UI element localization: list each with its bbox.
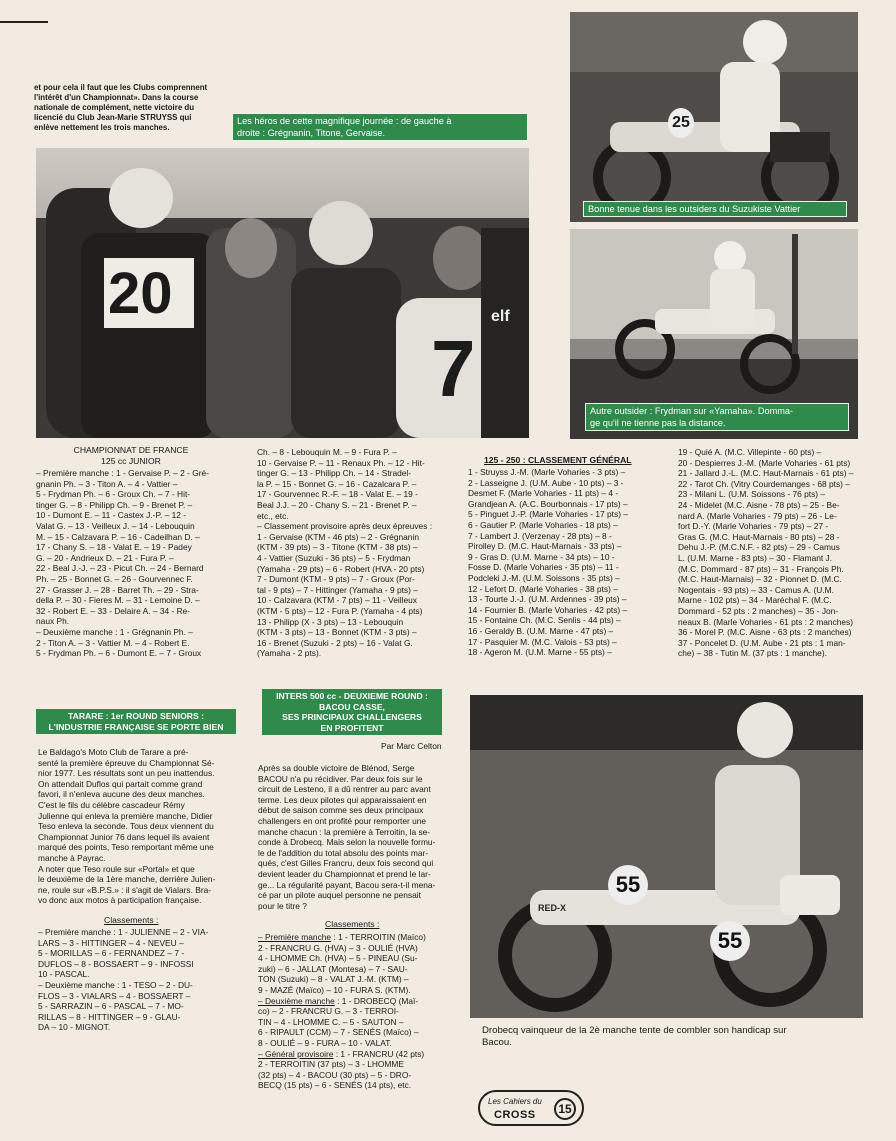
logo-line2: CROSS [494,1109,536,1121]
rider-number-20: 20 [108,261,173,326]
redex-sticker: RED-X [538,903,567,913]
championnat-heading: CHAMPIONNAT DE FRANCE 125 cc JUNIOR [73,445,189,466]
classement-col1: 1 - Struyss J.-M. (Marle Voharies - 3 pts) – 2 - Lasseigne J. (U.M. Aube - 10 pts) – 3 - Desmet F. (Marle Voharies - 11 pts) – 4 - Grandjean A. (A.C. Bourbonnais - 17 pts) – 5 - Pinguet J.-P. (Marle Voharies - 17 pts) – 6 - Gautier P. (Marle Voharies - 18 pts) – 7 - Lambert J. (Verzenay - 28 pts) – 8 - Pirolley D. (M.C. Haut-Marnais - 33 pts) – 9 - Gras D. (U.M. Marne - 34 pts) – 10 - Fosse D. (Marle Voharies - 35 pts) – 11 - Podcleki J.-M. (U.M. Soissons - 35 pts) – 12 - Lefort D. (Marle Voharies - 38 pts) – 13 - Tourte J.-J. (U.M. Ardennes - 39 pts) – 14 - Fournier B. (Marle Voharies - 42 pts) – 15 - Fontaine Ch. (M.C. Senlis - 44 pts) – 16 - Geraldy B. (U.M. Marne - 47 pts) – 17 - Pasquier M. (M.C. Valois - 53 pts) – 18 - Ageron M. (U.M. Marne - 55 pts) – [468,467,628,658]
photo-drobecq [470,695,863,1018]
top-rule [0,21,48,23]
inters-classements-label: Classements : [325,919,380,929]
caption-frydman: Autre outsider : Frydman sur «Yamaha». Domma- ge qu'il ne tienne pas la distance. [585,403,849,431]
tarare-results: – Première manche : 1 - JULIENNE – 2 - VIA- LARS – 3 - HITTINGER – 4 - NEVEU – 5 - MORILLAS – 6 - FERNANDEZ – 7 - DUFLOS – 8 - BOSSAERT – 9 - INFOSSI 10 - PASCAL. – Deuxième manche : 1 - TESO – 2 - DU- FLOS – 3 - VIALARS – 4 - BOSSAERT – 5 - SARRAZIN – 6 - PASCAL – 7 - MO- RILLAS – 8 - HITTINGER – 9 - GLAU- DA – 10 - MIGNOT. [38,927,209,1033]
inters-author: Par Marc Celton [381,741,442,751]
caption-heroes: Les héros de cette magnifique journée : de gauche à droite : Grégnanin, Titone, Gervaise. [232,113,528,141]
intro-paragraph: et pour cela il faut que les Clubs comprennent l'intérêt d'un Championnat». Dans la course nationale de complément, nette victoire du licencié du Club Jean-Marie STRUYSS qui enlève nettement les trois manches. [34,83,208,132]
inters-body: Après sa double victoire de Blénod, Serge BACOU n'a pu récidiver. Par deux fois sur le circuit de Lesteno, il a dû rentrer au parc avant terme. Les deux pilotes qui apparaissaient en début de saison comme ses deux principaux challengers en ont profité pour remporter une manche chacun : la première à Terroitin, la se- conde à Drobecq. Mais selon la nouvelle formu- le de l'addition du total absolu des points mar- qués, c'est Gilles Francru, deux fois second qui devient leader du Championnat et prend le lar- ge... La régularité payant, Bacou sera-t-il mena- cé par un pilote auquel personne ne pensait pour le titre ? [258,763,436,911]
page-number: 15 [554,1098,576,1120]
inters-m2: : 1 - DROBECQ (Maï- co) – 2 - FRANCRU G. – 3 - TERROI- TIN – 4 - LHOMME C. – 5 - SAUTON – 6 - RIPAULT (CCM) – 7 - SENÉS (Maïco) – 8 - OULIÉ – 9 - FURA – 10 - VALAT. [258,995,419,1048]
inters-gen-label: – Général provisoire [258,1048,334,1059]
logo-line1: Les Cahiers du [488,1097,542,1106]
tarare-classements-label: Classements : [104,915,159,925]
magazine-logo [478,1090,584,1126]
caption-suzuki: Bonne tenue dans les outsiders du Suzukiste Vattier [583,201,847,217]
photo-podium [36,148,529,438]
inters-m1: : 1 - TERROITIN (Maïco) 2 - FRANCRU G. (HVA) – 3 - OULIÉ (HVA) 4 - LHOMME Ch. (HVA) – 5 - PINEAU (Su- zuki) – 6 - JALLAT (Montesa) – 7 - SAU- TON (Suzuki) – 8 - VALAT J.-M. (KTM) – 9 - MAZÉ (Maïco) – 10 - FURA S. (KTM). [258,932,426,995]
tarare-body: Le Baldago's Moto Club de Tarare a pré- senté la première épreuve du Championnat Sé- nior 1977. Les résultats sont un peu inattendus. On attendait Duflos qui partait comme grand favori, il n'enleva aucune des deux manches. C'est le fils du célèbre cascadeur Rémy Julienne qui enleva la première manche, Didier Teso enleva la seconde. Tous deux viennent du Championnat Junior 76 dans lequel ils avaient marqué des points, Teso remportant même une manche à Payrac. A noter que Teso roule sur «Portal» et que le deuxième de la 1ère manche, derrière Julien- ne, roule sur «B.P.S.» : il s'agit de Vialars. Bra- vo donc aux motos à participation française. [38,747,216,906]
championnat-col1: – Première manche : 1 - Gervaise P. – 2 - Gré- gnanin Ph. – 3 - Titon A. – 4 - Vattier – 5 - Frydman Ph. – 6 - Groux Ch. – 7 - Hit- tinger G. – 8 - Philipp Ch. – 9 - Brenet P. – 10 - Dumont E. – 11 - Castex J.-P. – 12 - Valat G. – 13 - Veilleux J. – 14 - Lebouquin M. – 15 - Calzavara P. – 16 - Cadeilhan D. – 17 - Chany S. – 18 - Valat E. – 19 - Padey G. – 20 - Andrieux D. – 21 - Fura P. – 22 - Beal J.-J. – 23 - Picut Ch. – 24 - Bernard Ph. – 25 - Bonnet G. – 26 - Gourvennec F. 27 - Grasser J. – 28 - Barret Th. – 29 - Stra- della P. – 30 - Fieres M. – 31 - Lemoine D. – 32 - Robert E. – 33 - Delaire A. – 34 - Re- naux Ph. – Deuxième manche : 1 - Grégnanin Ph. – 2 - Titon A. – 3 - Vattier M. – 4 - Robert E. 5 - Frydman Ph. – 6 - Dumont E. – 7 - Groux [36,468,209,659]
bike-number-55-front: 55 [608,865,648,905]
elf-logo: elf [491,308,510,325]
inters-results [258,932,450,1091]
championnat-col2: Ch. – 8 - Lebouquin M. – 9 - Fura P. – 10 - Gervaise P. – 11 - Renaux Ph. – 12 - Hit- tinger G. – 13 - Philipp Ch. – 14 - Stradel- la P. – 15 - Bonnet G. – 16 - Cazalcara P. – 17 - Gourvennec R.-F. – 18 - Valat E. – 19 - Beal J.J. – 20 - Chany S. – 21 - Brenet P. – etc., etc. – Classement provisoire après deux épreuves : 1 - Gervaise (KTM - 46 pts) – 2 - Grégnanin (KTM - 39 pts) – 3 - Titone (KTM - 38 pts) – 4 - Vattier (Suzuki - 36 pts) – 5 - Frydman (Yamaha - 29 pts) – 6 - Robert (HVA - 20 pts) 7 - Dumont (KTM - 9 pts) – 7 - Groux (Por- tal - 9 pts) – 7 - Hittinger (Yamaha - 9 pts) – 10 - Calzavara (KTM - 7 pts) – 11 - Veilleux (KTM - 5 pts) – 12 - Fura P. (Yamaha - 4 pts) 13 - Philipp (X - 3 pts) – 13 - Lebouquin (KTM - 3 pts) – 13 - Bonnet (KTM - 3 pts) – 16 - Brenet (Suzuki - 2 pts) – 16 - Valat G. (Yamaha - 2 pts). [257,447,433,659]
inters-heading: INTERS 500 cc - DEUXIEME ROUND : BACOU CASSE, SES PRINCIPAUX CHALLENGERS EN PROFITENT [262,689,442,735]
inters-m2-label: – Deuxième manche [258,995,335,1006]
bike-number-25: 25 [668,108,694,138]
inters-m1-label: – Première manche [258,932,332,942]
caption-drobecq: Drobecq vainqueur de la 2è manche tente de combler son handicap sur Bacou. [482,1025,787,1048]
classement-heading: 125 - 250 : CLASSEMENT GÉNÉRAL [484,455,632,465]
inters-gen: : 1 - FRANCRU (42 pts) 2 - TERROITIN (37 pts) – 3 - LHOMME (32 pts) – 4 - BACOU (30 pts) – 5 - DRO- BECQ (15 pts) – 6 - SENÉS (14 pts), etc. [258,1048,425,1091]
rider-number-7: 7 [431,324,476,413]
classement-col2: 19 - Quié A. (M.C. Villepinte - 60 pts) – 20 - Despierres J.-M. (Marle Voharies - 61 pts) 21 - Jallard J.-L. (M.C. Haut-Marnais - 61 pts) – 22 - Tarot Ch. (Vitry Courdemanges - 68 pts) – 23 - Milani L. (U.M. Soissons - 76 pts) – 24 - Midelet (M.C. Aisne - 78 pts) – 25 - Be- nard A. (Marle Voharies - 79 pts) – 26 - Le- fort D.-Y. (Marle Voharies - 79 pts) – 27 - Gras G. (M.C. Haut-Marnais - 80 pts) – 28 - Dehu J.-P. (M.C.N.F. - 82 pts) – 29 - Camus L. (U.M. Marne - 83 pts) – 30 - Flamant J. (M.C. Dommard - 87 pts) – 31 - François Ph. (M.C. Haut-Marnais) – 32 - Pionnet D. (M.C. Nogentais - 93 pts) – 33 - Camus A. (U.M. Marne - 102 pts) – 34 - Maréchal F. (M.C. Dommard - 52 pts : 2 manches) – 35 - Jon- neaux B. (Marle Voharies - 61 pts : 2 manches) 36 - Morel P. (M.C. Aisne - 63 pts : 2 manches) 37 - Poncelet D. (U.M. Aube - 21 pts : 1 man- che) – 38 - Tutin M. (37 pts : 1 manche). [678,447,854,659]
bike-number-55-side: 55 [710,921,750,961]
tarare-heading: TARARE : 1er ROUND SENIORS : L'INDUSTRIE FRANÇAISE SE PORTE BIEN [36,709,236,734]
photo-suzuki [570,12,858,222]
